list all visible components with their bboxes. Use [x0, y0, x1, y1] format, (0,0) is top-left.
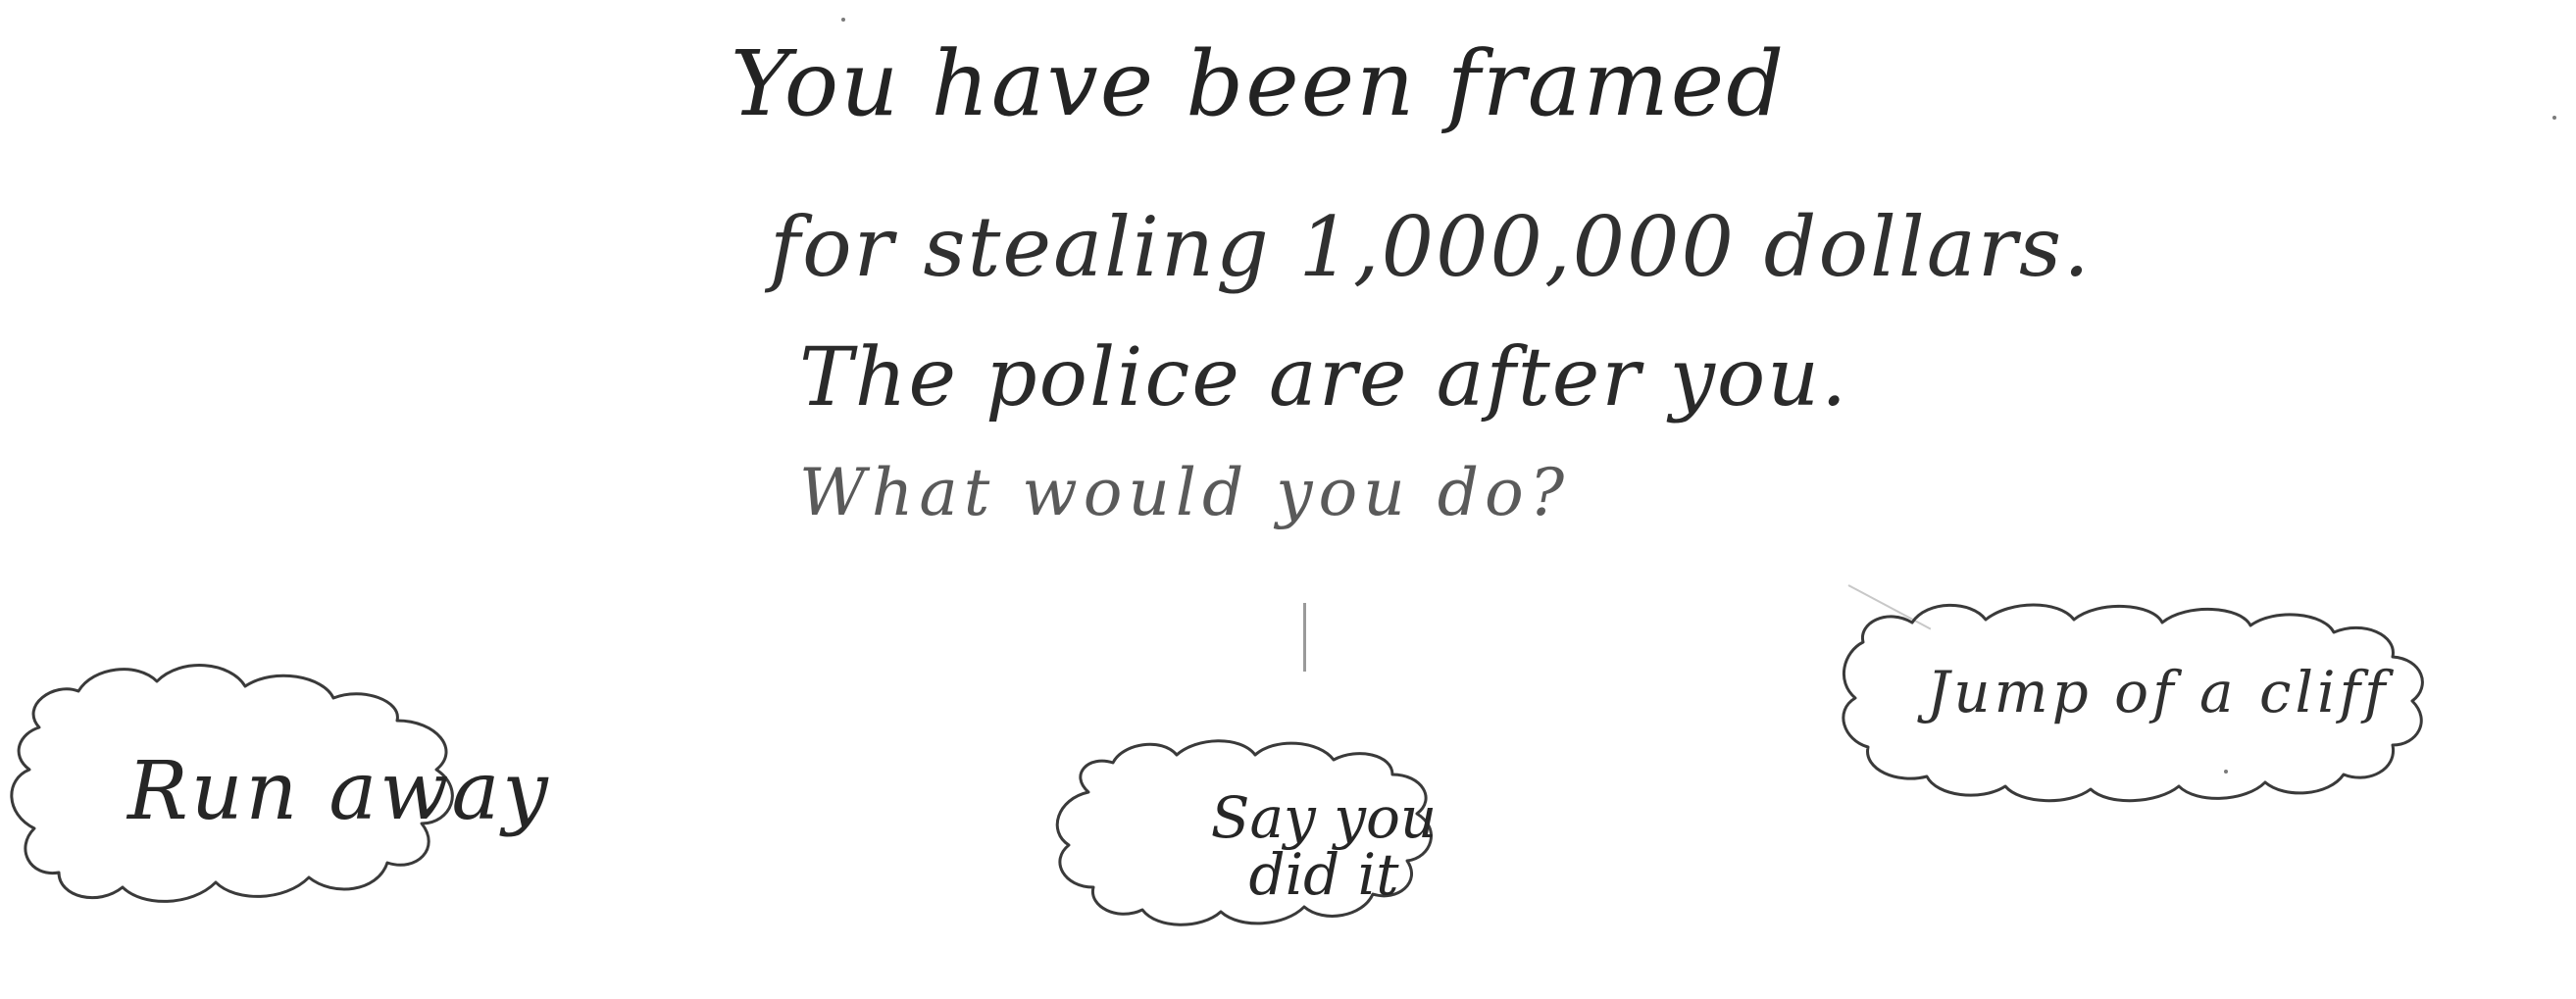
- prompt-line-3: The police are after you.: [799, 331, 1849, 425]
- prompt-line-4: What would you do?: [799, 455, 1571, 530]
- prompt-line-2: for stealing 1,000,000 dollars.: [770, 199, 2092, 295]
- option-say-you-did-it: Say you did it: [1210, 784, 1438, 908]
- pencil-dot: [2552, 116, 2556, 120]
- option-jump-of-a-cliff: Jump of a cliff: [1927, 659, 2390, 725]
- pencil-dot: [841, 18, 845, 22]
- prompt-line-1: You have been framed: [731, 31, 1787, 136]
- pencil-dot: [2224, 770, 2228, 774]
- option-run-away: Run away: [127, 745, 551, 838]
